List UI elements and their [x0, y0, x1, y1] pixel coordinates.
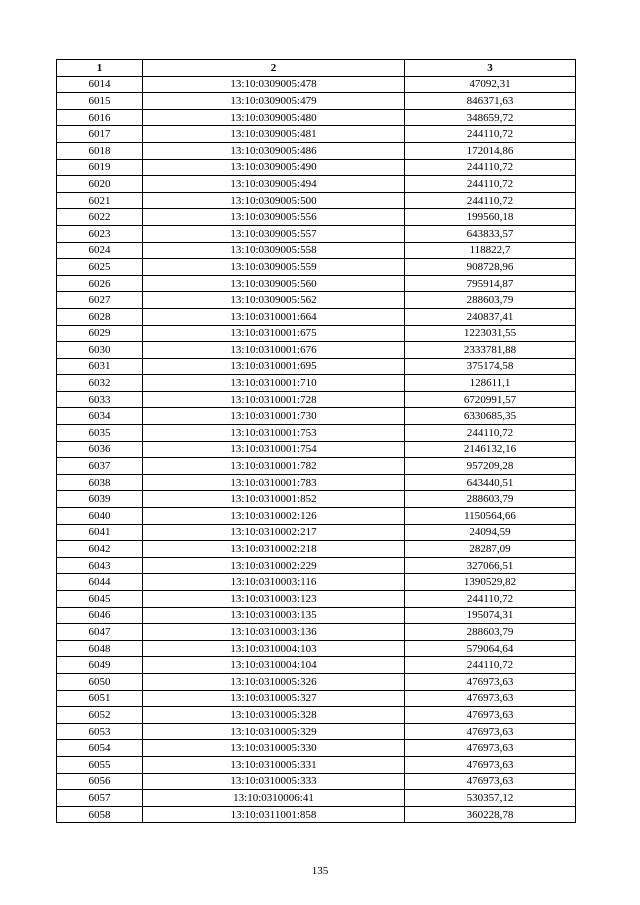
value-cell: 288603,79 [405, 292, 576, 309]
table-row [57, 275, 576, 292]
page-number: 135 [311, 865, 329, 877]
row-number-cell: 6051 [57, 690, 143, 707]
row-number-cell: 6035 [57, 425, 143, 442]
row-number-cell: 6015 [57, 93, 143, 110]
cadastral-number-cell: 13:10:0309005:560 [143, 275, 405, 292]
row-number-cell: 6026 [57, 275, 143, 292]
table-row [57, 740, 576, 757]
cadastral-number-cell: 13:10:0309005:500 [143, 192, 405, 209]
header-row [57, 60, 576, 77]
cadastral-number-cell: 13:10:0310001:783 [143, 474, 405, 491]
table-header [57, 60, 576, 77]
value-cell: 643440,51 [405, 474, 576, 491]
value-cell: 1390529,82 [405, 574, 576, 591]
cadastral-number-cell: 13:10:0309005:479 [143, 93, 405, 110]
value-cell: 476973,63 [405, 723, 576, 740]
value-cell: 244110,72 [405, 176, 576, 193]
cadastral-number-cell: 13:10:0310003:123 [143, 591, 405, 608]
row-number-cell: 6031 [57, 358, 143, 375]
cadastral-number-cell: 13:10:0310002:217 [143, 524, 405, 541]
value-cell: 476973,63 [405, 756, 576, 773]
row-number-cell: 6024 [57, 242, 143, 259]
row-number-cell: 6036 [57, 441, 143, 458]
table-row [57, 242, 576, 259]
cadastral-number-cell: 13:10:0310001:695 [143, 358, 405, 375]
table-row [57, 225, 576, 242]
row-number-cell: 6053 [57, 723, 143, 740]
table-row [57, 723, 576, 740]
row-number-cell: 6038 [57, 474, 143, 491]
cadastral-number-cell: 13:10:0309005:559 [143, 259, 405, 276]
cadastral-number-cell: 13:10:0309005:494 [143, 176, 405, 193]
row-number-cell: 6044 [57, 574, 143, 591]
row-number-cell: 6014 [57, 76, 143, 93]
value-cell: 375174,58 [405, 358, 576, 375]
table-row [57, 491, 576, 508]
cadastral-number-cell: 13:10:0310003:116 [143, 574, 405, 591]
table-row [57, 673, 576, 690]
value-cell: 2333781,88 [405, 342, 576, 359]
row-number-cell: 6050 [57, 673, 143, 690]
value-cell: 476973,63 [405, 773, 576, 790]
row-number-cell: 6016 [57, 109, 143, 126]
table-row [57, 259, 576, 276]
row-number-cell: 6055 [57, 756, 143, 773]
table-row [57, 806, 576, 823]
table-row [57, 93, 576, 110]
cadastral-number-cell: 13:10:0310001:728 [143, 391, 405, 408]
cadastral-number-cell: 13:10:0310001:676 [143, 342, 405, 359]
table-row [57, 541, 576, 558]
cadastral-number-cell: 13:10:0310005:333 [143, 773, 405, 790]
value-cell: 195074,31 [405, 607, 576, 624]
cadastral-number-cell: 13:10:0309005:562 [143, 292, 405, 309]
cadastral-number-cell: 13:10:0310005:327 [143, 690, 405, 707]
table-row [57, 773, 576, 790]
value-cell: 47092,31 [405, 76, 576, 93]
cadastral-number-cell: 13:10:0310001:852 [143, 491, 405, 508]
cadastral-number-cell: 13:10:0310001:754 [143, 441, 405, 458]
row-number-cell: 6032 [57, 375, 143, 392]
row-number-cell: 6042 [57, 541, 143, 558]
table-row [57, 342, 576, 359]
row-number-cell: 6046 [57, 607, 143, 624]
cadastral-number-cell: 13:10:0310003:136 [143, 624, 405, 641]
table-row [57, 458, 576, 475]
table-row [57, 524, 576, 541]
row-number-cell: 6020 [57, 176, 143, 193]
table-row [57, 508, 576, 525]
row-number-cell: 6049 [57, 657, 143, 674]
cadastral-number-cell: 13:10:0310001:782 [143, 458, 405, 475]
table-row [57, 425, 576, 442]
value-cell: 1150564,66 [405, 508, 576, 525]
value-cell: 348659,72 [405, 109, 576, 126]
cadastral-number-cell: 13:10:0309005:481 [143, 126, 405, 143]
value-cell: 6330685,35 [405, 408, 576, 425]
table-row [57, 756, 576, 773]
value-cell: 476973,63 [405, 740, 576, 757]
cadastral-number-cell: 13:10:0310004:103 [143, 640, 405, 657]
cadastral-number-cell: 13:10:0310005:326 [143, 673, 405, 690]
table-row [57, 624, 576, 641]
table-row [57, 126, 576, 143]
table-row [57, 707, 576, 724]
value-cell: 846371,63 [405, 93, 576, 110]
value-cell: 2146132,16 [405, 441, 576, 458]
value-cell: 327066,51 [405, 557, 576, 574]
value-cell: 579064,64 [405, 640, 576, 657]
table-row [57, 441, 576, 458]
cadastral-number-cell: 13:10:0309005:490 [143, 159, 405, 176]
column-header-2: 2 [143, 60, 405, 77]
table-row [57, 408, 576, 425]
row-number-cell: 6041 [57, 524, 143, 541]
cadastral-number-cell: 13:10:0311001:858 [143, 806, 405, 823]
table-row [57, 790, 576, 807]
row-number-cell: 6056 [57, 773, 143, 790]
table-row [57, 607, 576, 624]
cadastral-number-cell: 13:10:0310005:328 [143, 707, 405, 724]
value-cell: 795914,87 [405, 275, 576, 292]
table-row [57, 690, 576, 707]
value-cell: 476973,63 [405, 690, 576, 707]
cadastral-number-cell: 13:10:0309005:478 [143, 76, 405, 93]
value-cell: 288603,79 [405, 491, 576, 508]
value-cell: 240837,41 [405, 308, 576, 325]
value-cell: 118822,7 [405, 242, 576, 259]
row-number-cell: 6017 [57, 126, 143, 143]
row-number-cell: 6018 [57, 142, 143, 159]
value-cell: 476973,63 [405, 673, 576, 690]
table-row [57, 192, 576, 209]
row-number-cell: 6043 [57, 557, 143, 574]
table-row [57, 159, 576, 176]
cadastral-number-cell: 13:10:0310005:330 [143, 740, 405, 757]
value-cell: 244110,72 [405, 126, 576, 143]
row-number-cell: 6057 [57, 790, 143, 807]
value-cell: 244110,72 [405, 159, 576, 176]
row-number-cell: 6052 [57, 707, 143, 724]
row-number-cell: 6033 [57, 391, 143, 408]
row-number-cell: 6030 [57, 342, 143, 359]
row-number-cell: 6019 [57, 159, 143, 176]
cadastral-number-cell: 13:10:0310005:331 [143, 756, 405, 773]
cadastral-number-cell: 13:10:0310002:126 [143, 508, 405, 525]
table-row [57, 474, 576, 491]
row-number-cell: 6029 [57, 325, 143, 342]
row-number-cell: 6027 [57, 292, 143, 309]
cadastral-number-cell: 13:10:0309005:557 [143, 225, 405, 242]
value-cell: 244110,72 [405, 657, 576, 674]
table-row [57, 176, 576, 193]
value-cell: 24094,59 [405, 524, 576, 541]
row-number-cell: 6025 [57, 259, 143, 276]
cadastral-number-cell: 13:10:0310001:664 [143, 308, 405, 325]
row-number-cell: 6039 [57, 491, 143, 508]
cadastral-number-cell: 13:10:0310002:218 [143, 541, 405, 558]
table-row [57, 308, 576, 325]
row-number-cell: 6037 [57, 458, 143, 475]
value-cell: 360228,78 [405, 806, 576, 823]
value-cell: 128611,1 [405, 375, 576, 392]
cadastral-number-cell: 13:10:0309005:486 [143, 142, 405, 159]
cadastral-number-cell: 13:10:0310004:104 [143, 657, 405, 674]
cadastral-number-cell: 13:10:0310001:730 [143, 408, 405, 425]
value-cell: 476973,63 [405, 707, 576, 724]
row-number-cell: 6021 [57, 192, 143, 209]
cadastral-number-cell: 13:10:0310001:710 [143, 375, 405, 392]
table-row [57, 292, 576, 309]
row-number-cell: 6040 [57, 508, 143, 525]
value-cell: 957209,28 [405, 458, 576, 475]
row-number-cell: 6047 [57, 624, 143, 641]
table-row [57, 76, 576, 93]
column-header-1: 1 [57, 60, 143, 77]
row-number-cell: 6045 [57, 591, 143, 608]
table-row [57, 209, 576, 226]
value-cell: 908728,96 [405, 259, 576, 276]
row-number-cell: 6048 [57, 640, 143, 657]
cadastral-number-cell: 13:10:0310001:753 [143, 425, 405, 442]
column-header-3: 3 [405, 60, 576, 77]
value-cell: 643833,57 [405, 225, 576, 242]
row-number-cell: 6023 [57, 225, 143, 242]
value-cell: 244110,72 [405, 192, 576, 209]
value-cell: 172014,86 [405, 142, 576, 159]
table-body [57, 76, 576, 823]
table-row [57, 325, 576, 342]
table-row [57, 109, 576, 126]
cadastral-number-cell: 13:10:0309005:480 [143, 109, 405, 126]
value-cell: 28287,09 [405, 541, 576, 558]
value-cell: 244110,72 [405, 425, 576, 442]
row-number-cell: 6054 [57, 740, 143, 757]
row-number-cell: 6034 [57, 408, 143, 425]
table-row [57, 391, 576, 408]
table-row [57, 557, 576, 574]
table-row [57, 640, 576, 657]
cadastral-number-cell: 13:10:0309005:558 [143, 242, 405, 259]
value-cell: 199560,18 [405, 209, 576, 226]
data-table [56, 59, 576, 823]
table-row [57, 657, 576, 674]
table-row [57, 358, 576, 375]
table-row [57, 142, 576, 159]
value-cell: 530357,12 [405, 790, 576, 807]
row-number-cell: 6022 [57, 209, 143, 226]
value-cell: 244110,72 [405, 591, 576, 608]
cadastral-number-cell: 13:10:0310005:329 [143, 723, 405, 740]
cadastral-number-cell: 13:10:0309005:556 [143, 209, 405, 226]
table-row [57, 375, 576, 392]
value-cell: 1223031,55 [405, 325, 576, 342]
cadastral-number-cell: 13:10:0310002:229 [143, 557, 405, 574]
cadastral-number-cell: 13:10:0310006:41 [143, 790, 405, 807]
value-cell: 288603,79 [405, 624, 576, 641]
cadastral-number-cell: 13:10:0310003:135 [143, 607, 405, 624]
value-cell: 6720991,57 [405, 391, 576, 408]
table-row [57, 574, 576, 591]
row-number-cell: 6028 [57, 308, 143, 325]
table-row [57, 591, 576, 608]
row-number-cell: 6058 [57, 806, 143, 823]
cadastral-number-cell: 13:10:0310001:675 [143, 325, 405, 342]
